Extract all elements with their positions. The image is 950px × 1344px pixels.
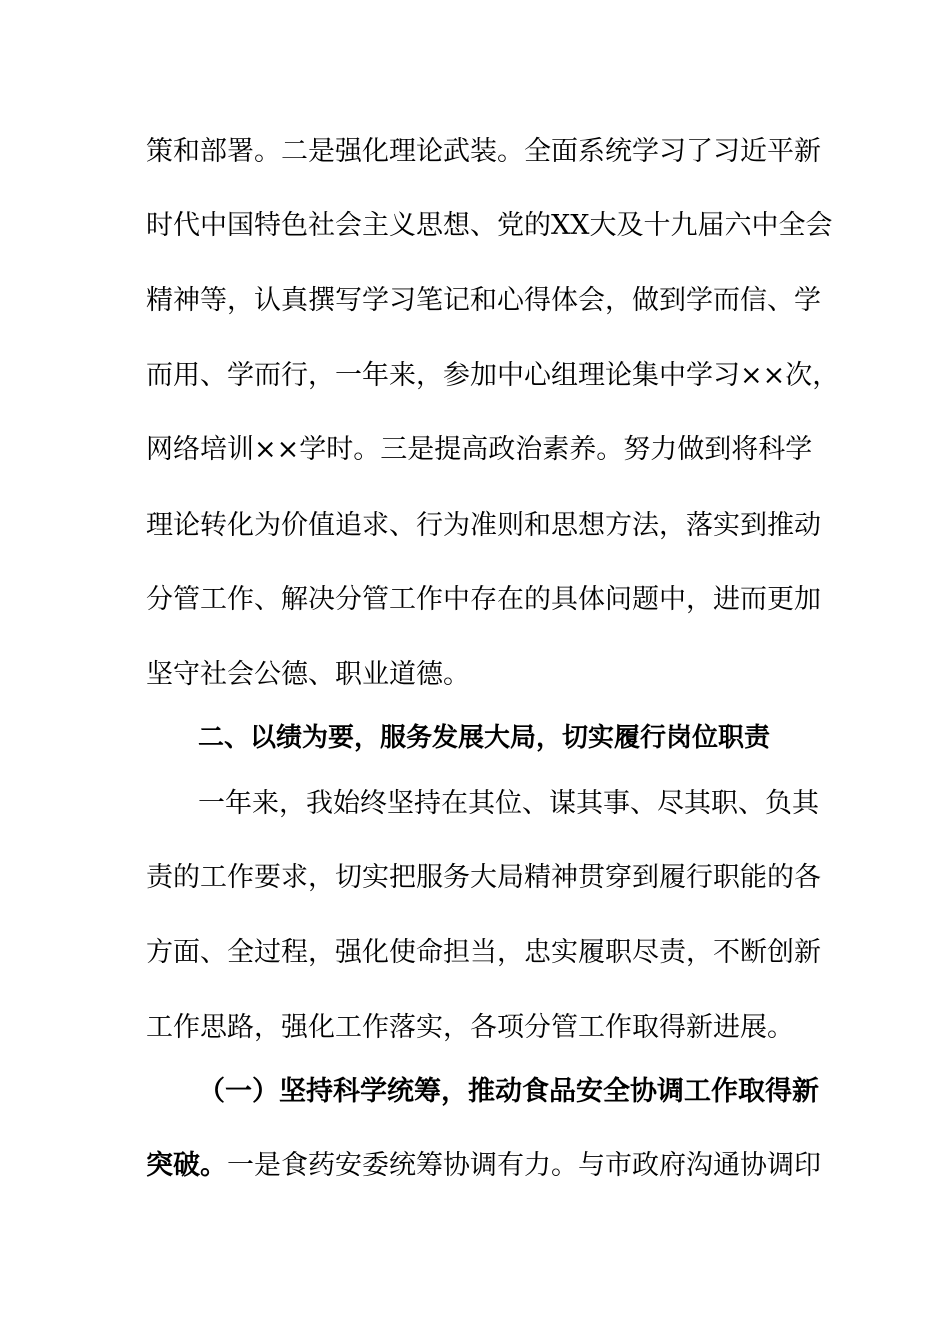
paragraph-line: 一年来，我始终坚持在其位、谋其事、尽其职、负其 [198,788,819,819]
subsection-heading: （一）坚持科学统筹，推动食品安全协调工作取得新 [198,1076,819,1107]
paragraph-line: 网络培训××学时。三是提高政治素养。努力做到将科学 [146,434,813,465]
paragraph-line [146,1148,821,1184]
paragraph-line: 策和部署。二是强化理论武装。全面系统学习了习近平新 [146,136,821,167]
paragraph-line: 坚守社会公德、职业道德。 [146,659,470,690]
paragraph-line: 方面、全过程，强化使命担当，忠实履职尽责，不断创新 [146,937,821,968]
subsection-heading-end: 突破。 [146,1150,227,1181]
section-heading: 二、以绩为要，服务发展大局，切实履行岗位职责 [198,723,771,753]
paragraph-line: 精神等，认真撰写学习笔记和心得体会，做到学而信、学 [146,285,821,316]
paragraph-line: 理论转化为价值追求、行为准则和思想方法，落实到推动 [146,510,821,541]
paragraph-text: 一是食药安委统筹协调有力。与市政府沟通协调印 [227,1150,821,1181]
paragraph-line: 分管工作、解决分管工作中存在的具体问题中，进而更加 [146,584,821,615]
paragraph-line: 工作思路，强化工作落实，各项分管工作取得新进展。 [146,1012,794,1043]
paragraph-line: 而用、学而行，一年来，参加中心组理论集中学习××次， [146,360,840,391]
paragraph-line: 时代中国特色社会主义思想、党的XX大及十九届六中全会 [146,210,833,241]
paragraph-line: 责的工作要求，切实把服务大局精神贯穿到履行职能的各 [146,862,821,893]
